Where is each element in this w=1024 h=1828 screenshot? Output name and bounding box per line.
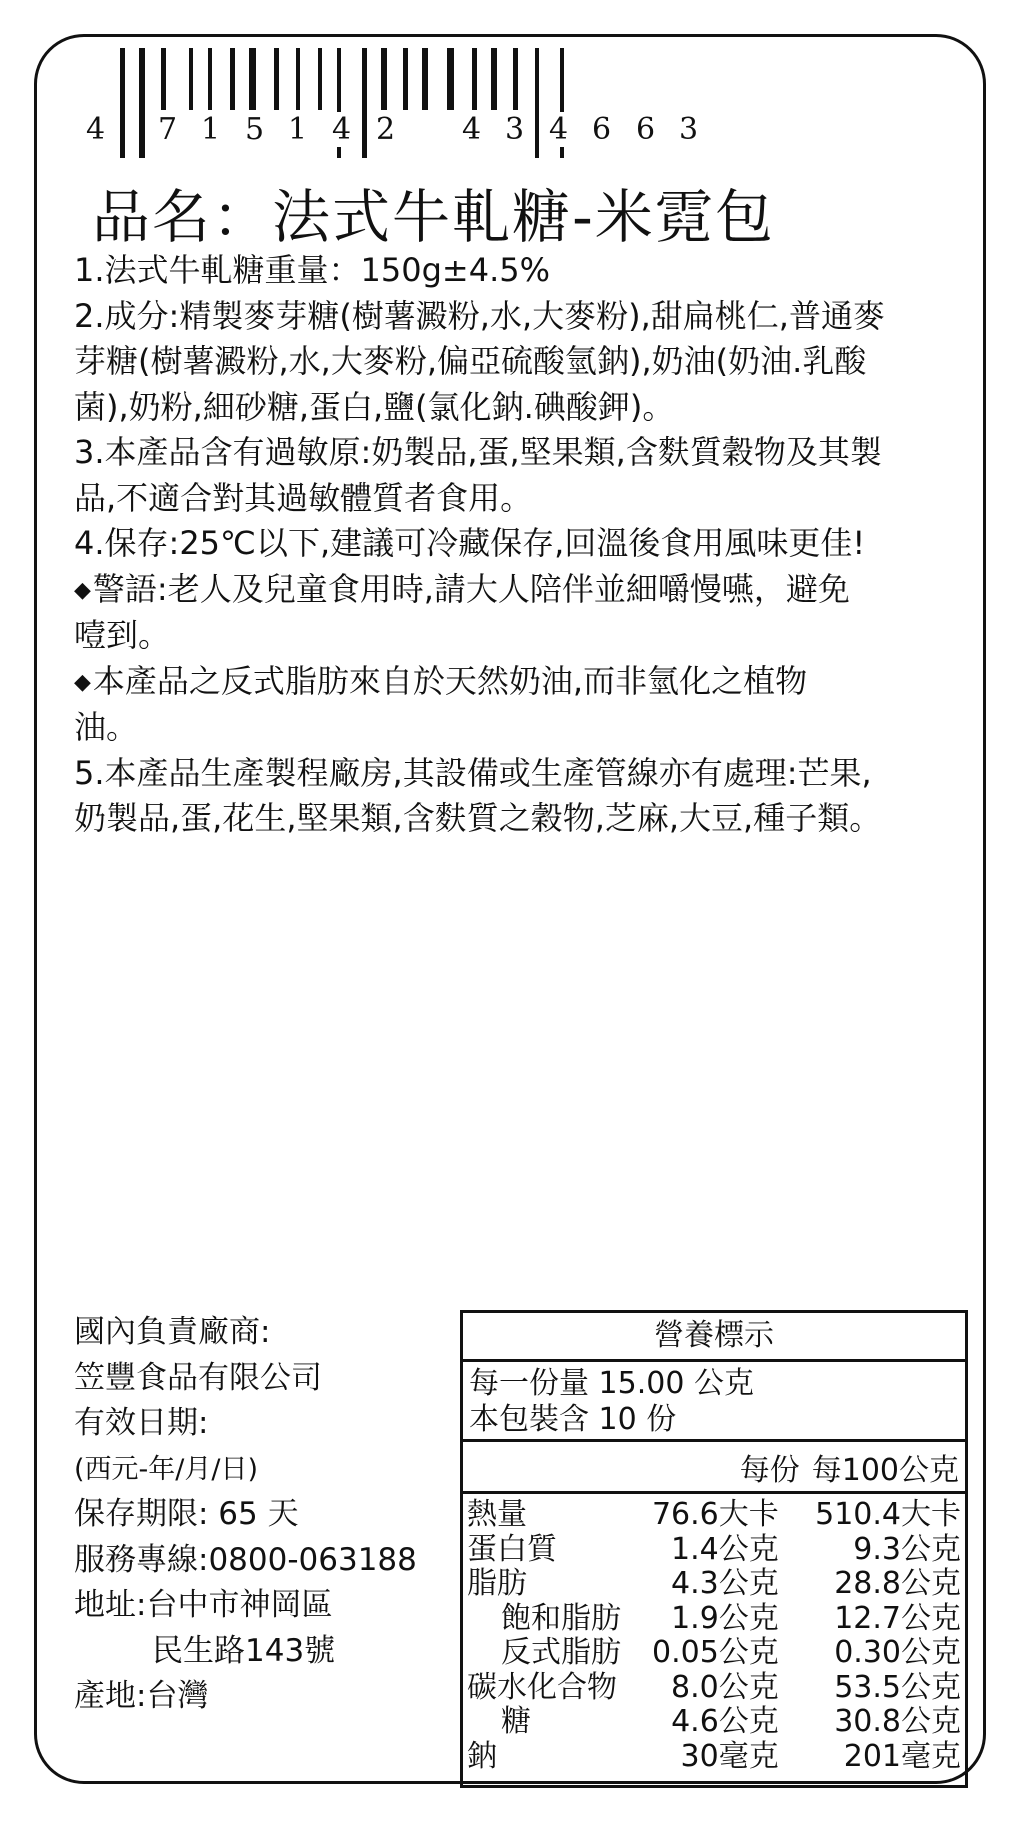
- shelf-life: 保存期限: 65 天: [74, 1496, 299, 1532]
- nutrition-row: [467, 1567, 961, 1602]
- expiry-label: 有效日期:: [74, 1405, 209, 1441]
- facility-line: 5.本產品生產製程廠房,其設備或生產管線亦有處理:芒果,: [74, 753, 872, 792]
- barcode-digit: 4: [549, 112, 569, 147]
- trans-fat-text: 本產品之反式脂肪來自於天然奶油,而非氫化之植物: [92, 661, 808, 700]
- info-line: 3.本產品含有過敏原:奶製品,蛋,堅果類,含麩質穀物及其製: [74, 433, 882, 471]
- nutrition-title: 營養標示: [463, 1313, 965, 1362]
- address-line: 民生路143號: [152, 1632, 336, 1669]
- maker-label: 國內負責廠商:: [74, 1314, 271, 1350]
- per-serving-value: 1.4公克: [671, 1531, 779, 1567]
- nutrient-name: 飽和脂肪: [501, 1600, 621, 1636]
- trans-fat-line: [74, 659, 974, 706]
- address-line: 地址:台中市神岡區: [74, 1587, 333, 1623]
- origin: 產地:台灣: [74, 1678, 209, 1714]
- service-hotline: 服務專線:0800-063188: [74, 1541, 417, 1578]
- per-100g-value: 0.30公克: [834, 1635, 961, 1670]
- per-100g-value: 201毫克: [843, 1738, 961, 1774]
- nutrition-rows: [463, 1494, 965, 1774]
- info-line: 菌),奶粉,細砂糖,蛋白,鹽(氯化鈉.碘酸鉀)。: [74, 387, 675, 426]
- per-100g-value: 28.8公克: [834, 1566, 961, 1601]
- per-100g-value: 30.8公克: [834, 1704, 961, 1739]
- facility-line: 奶製品,蛋,花生,堅果類,含麩質之穀物,芝麻,大豆,種子類。: [74, 799, 882, 837]
- per-serving-value: 1.9公克: [671, 1600, 779, 1636]
- per-100g-value: 53.5公克: [834, 1669, 961, 1705]
- company-name: 笠豐食品有限公司: [74, 1359, 322, 1396]
- nutrition-row: [467, 1602, 961, 1637]
- barcode-digit: 6: [636, 112, 656, 147]
- per-100g-value: 510.4大卡: [815, 1497, 961, 1532]
- nutrition-table: [460, 1310, 968, 1788]
- nutrition-row: [467, 1740, 961, 1775]
- barcode-number: [80, 112, 760, 152]
- column-per-100g: 每100公克: [811, 1452, 959, 1488]
- barcode-digit: 1: [288, 112, 308, 147]
- nutrient-name: 鈉: [467, 1738, 497, 1774]
- diamond-bullet-icon: ◆: [74, 669, 91, 695]
- barcode-digit: 4: [86, 112, 106, 147]
- nutrition-row: [467, 1671, 961, 1706]
- nutrition-row: [467, 1533, 961, 1568]
- nutrition-row: [467, 1636, 961, 1671]
- info-line: 芽糖(樹薯澱粉,水,大麥粉,偏亞硫酸氫鈉),奶油(奶油.乳酸: [74, 342, 867, 380]
- barcode-digit: 7: [158, 112, 178, 147]
- product-name: 品名：法式牛軋糖-米霓包: [92, 183, 775, 251]
- barcode-digit: 4: [462, 112, 482, 147]
- info-line: 1.法式牛軋糖重量：150g±4.5%: [74, 251, 551, 289]
- per-100g-value: 9.3公克: [853, 1531, 961, 1567]
- barcode-digit: 3: [679, 112, 699, 147]
- per-serving-value: 4.6公克: [671, 1704, 779, 1739]
- diamond-bullet-icon: ◆: [74, 577, 91, 603]
- per-serving-value: 0.05公克: [652, 1635, 779, 1670]
- barcode-digit: 5: [245, 112, 265, 147]
- warning-text: 警語:老人及兒童食用時,請大人陪伴並細嚼慢嚥，避免: [92, 569, 850, 608]
- manufacturer-info: [74, 1310, 454, 1720]
- per-100g-value: 12.7公克: [834, 1600, 961, 1636]
- info-line: 品,不適合對其過敏體質者食用。: [74, 478, 533, 517]
- barcode-digit: 6: [592, 112, 612, 147]
- serving-info: [463, 1362, 965, 1442]
- barcode-digit: 2: [376, 112, 396, 147]
- trans-fat-line: 油。: [74, 708, 139, 746]
- nutrient-name: 熱量: [467, 1497, 527, 1532]
- barcode-digit: 4: [332, 112, 352, 147]
- nutrient-name: 碳水化合物: [467, 1669, 617, 1705]
- nutrient-name: 蛋白質: [467, 1531, 557, 1567]
- column-per-serving: 每份: [739, 1452, 800, 1488]
- servings-per-package: 本包裝含 10 份: [469, 1402, 677, 1437]
- nutrition-column-header: [463, 1442, 965, 1494]
- per-serving-value: 4.3公克: [671, 1566, 779, 1601]
- barcode-digit: 1: [201, 112, 221, 147]
- per-serving-value: 8.0公克: [671, 1669, 779, 1705]
- info-line: 2.成分:精製麥芽糖(樹薯澱粉,水,大麥粉),甜扁桃仁,普通麥: [74, 296, 885, 335]
- date-format: (西元-年/月/日): [74, 1453, 259, 1485]
- per-serving-value: 30毫克: [680, 1738, 779, 1774]
- nutrient-name: 反式脂肪: [501, 1635, 621, 1670]
- warning-line: [74, 567, 974, 614]
- barcode-digit: 3: [505, 112, 525, 147]
- nutrition-row: [467, 1498, 961, 1533]
- per-serving-value: 76.6大卡: [651, 1497, 779, 1532]
- serving-size: 每一份量 15.00 公克: [469, 1366, 754, 1401]
- info-line: 4.保存:25℃以下,建議可冷藏保存,回溫後食用風味更佳!: [74, 524, 866, 562]
- nutrient-name: 糖: [501, 1704, 531, 1739]
- product-info: [74, 248, 974, 842]
- nutrient-name: 脂肪: [467, 1566, 527, 1601]
- nutrition-row: [467, 1705, 961, 1740]
- warning-line: 噎到。: [74, 616, 171, 654]
